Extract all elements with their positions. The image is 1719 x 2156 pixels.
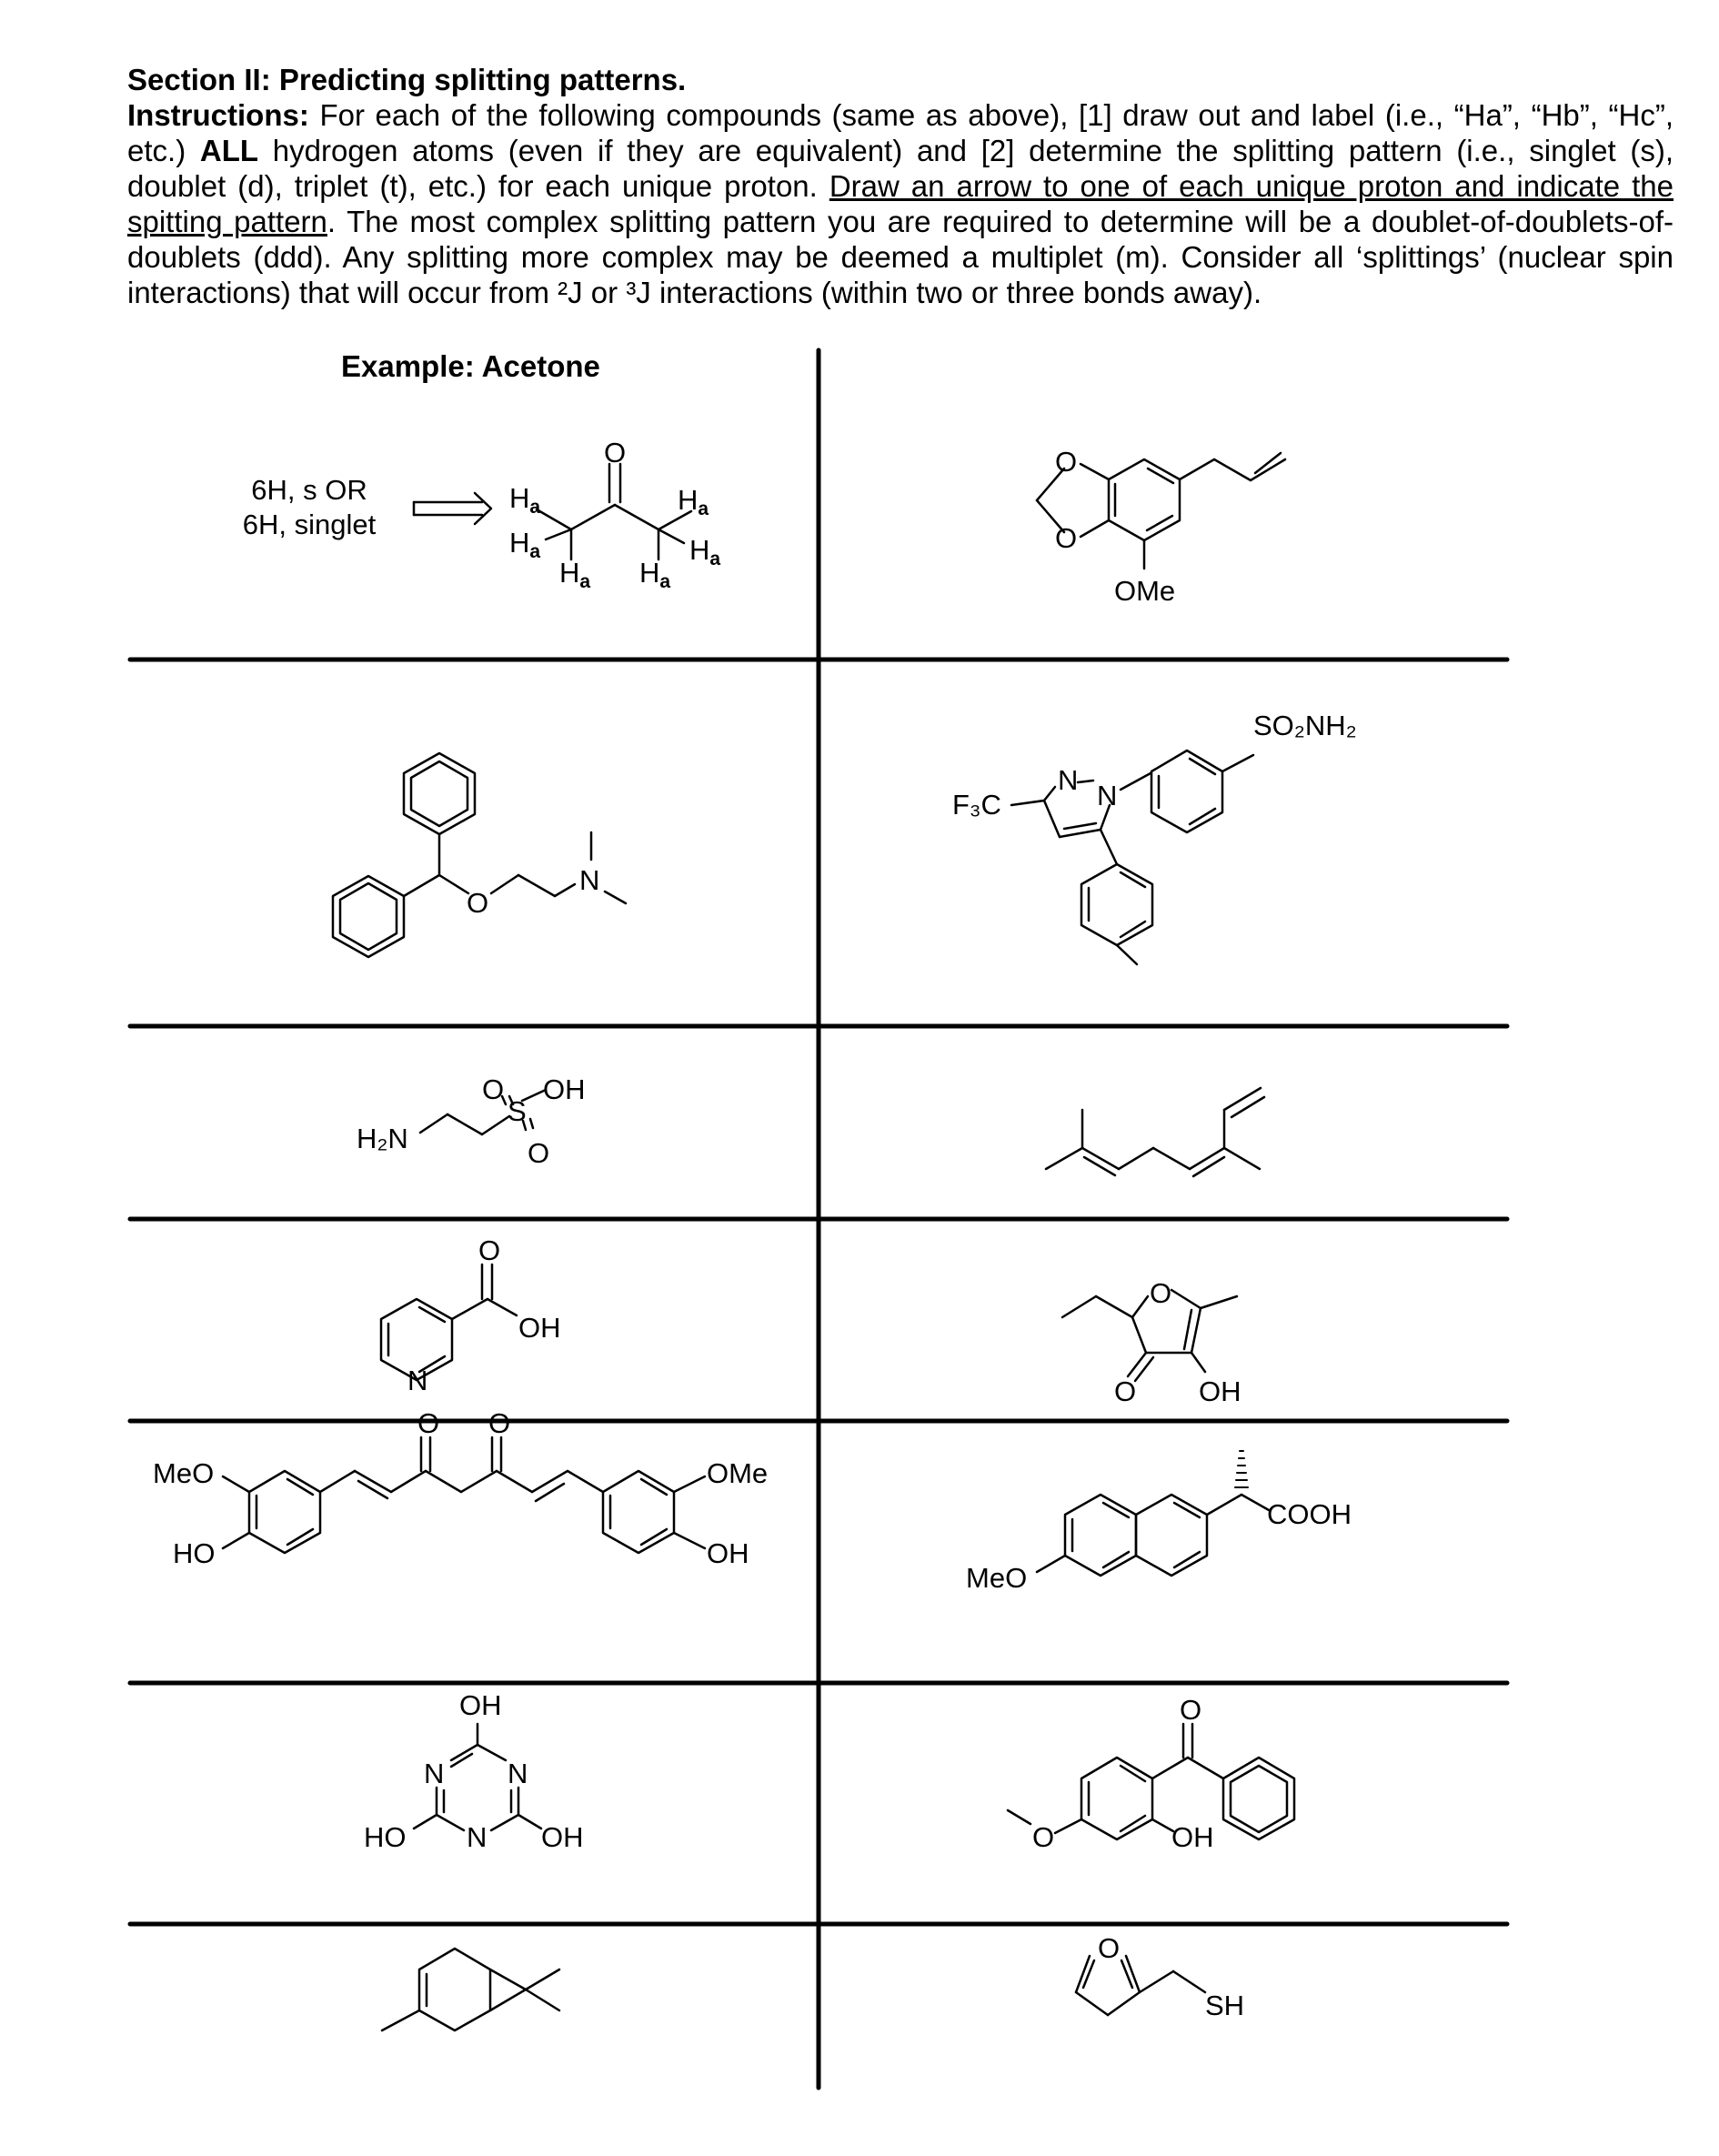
example-h: Ha [559,557,591,592]
nicotinic-o: O [478,1234,501,1266]
structure-curcumin [153,1407,768,1569]
example-acetone [414,437,720,592]
example-arrow [414,493,491,524]
curcumin-ho: HO [173,1537,216,1569]
structure-nicotinic-acid [381,1234,561,1396]
example-h: Ha [689,534,721,569]
diphenhydramine-n: N [579,864,600,896]
table-lines [130,350,1507,2088]
curcumin-oh: OH [707,1537,749,1569]
example-h: Ha [509,482,541,518]
curcumin-o-1: O [417,1407,440,1439]
celecoxib-so2nh2: SO₂NH₂ [1253,710,1357,741]
celecoxib-n1: N [1058,764,1079,796]
myristicin-o-bottom: O [1055,522,1078,554]
myristicin-o-top: O [1055,446,1078,478]
structure-furanone [1062,1277,1242,1407]
instructions-part-3: . The most complex splitting pattern you are required to determine will be a doublet-of-doublets-of-doublets (ddd). Any splitting more complex may be deemed a multiplet (m). Consider all ‘splittings’ (nuclear spin interactions) that will occur from ²J or ³J interactions (within two or three bonds away). [127,205,1674,309]
cyanuric-oh-right: OH [541,1821,584,1853]
section-title: Section II: Predicting splitting patterns. [127,63,687,96]
instructions-part-2: hydrogen atoms (even if they are equivalent) and [2] determine the splitting pattern (i.e., singlet (s), doublet (d), triplet (t), etc.) for each unique proton. [127,134,1674,203]
instructions-all: ALL [199,134,259,167]
example-h: Ha [639,557,671,592]
celecoxib-cf3: F₃C [952,789,1001,821]
instructions-label: Instructions: [127,98,309,132]
taurine-o-bottom: O [528,1137,550,1169]
example-title: Example: Acetone [341,349,600,383]
structure-taurine [357,1073,586,1169]
curcumin-ome: OMe [707,1457,769,1489]
cyanuric-n-left: N [424,1758,445,1789]
structure-oxybenzone [1008,1694,1294,1853]
nicotinic-n: N [407,1365,428,1396]
structure-carene [382,1949,559,2030]
taurine-oh: OH [543,1073,586,1105]
curcumin-o-2: O [488,1407,511,1439]
example-answer-line-2: 6H, singlet [242,509,377,540]
structure-myristicin [1037,446,1285,607]
furfuryl-o: O [1098,1932,1121,1964]
furanone-ring-o: O [1150,1277,1172,1309]
structure-naproxen [966,1451,1352,1594]
cyanuric-ho: HO [364,1821,407,1853]
structure-celecoxib [952,710,1357,964]
instructions-part-1: For each of the following compounds (same as above), [1] draw out and label (i.e., “Ha”, “Hb”, “Hc”, etc.) [127,98,1674,167]
oxybenzone-oh: OH [1171,1821,1214,1853]
celecoxib-n2: N [1097,780,1118,811]
nicotinic-oh: OH [518,1312,561,1344]
oxybenzone-ether-o: O [1032,1821,1055,1853]
cyanuric-oh-top: OH [459,1689,502,1721]
example-h: Ha [678,484,709,519]
curcumin-meo: MeO [153,1457,215,1489]
furanone-oh: OH [1199,1375,1242,1407]
diphenhydramine-o: O [467,887,489,919]
structure-myrcene [1046,1088,1264,1176]
oxybenzone-carbonyl-o: O [1180,1694,1202,1726]
structure-furfuryl-thiol [1076,1932,1244,2021]
example-answer-line-1: 6H, s OR [251,474,367,506]
naproxen-cooh: COOH [1267,1498,1352,1530]
myristicin-ome: OMe [1114,575,1176,607]
naproxen-meo: MeO [966,1562,1028,1594]
example-h: Ha [509,527,541,562]
taurine-s: S [508,1095,527,1127]
taurine-h2n: H₂N [357,1123,408,1154]
structure-cyanuric-acid [364,1689,584,1853]
structure-diphenhydramine [333,753,626,957]
cyanuric-n-right: N [508,1758,528,1789]
instructions-underlined: Draw an arrow to one of each unique proton and indicate the spitting pattern [127,169,1674,238]
cyanuric-n-bottom: N [467,1821,488,1853]
example-carbonyl-o: O [604,437,627,468]
taurine-o-top: O [482,1073,505,1105]
furanone-carbonyl-o: O [1114,1375,1137,1407]
furfuryl-sh: SH [1205,1990,1245,2021]
